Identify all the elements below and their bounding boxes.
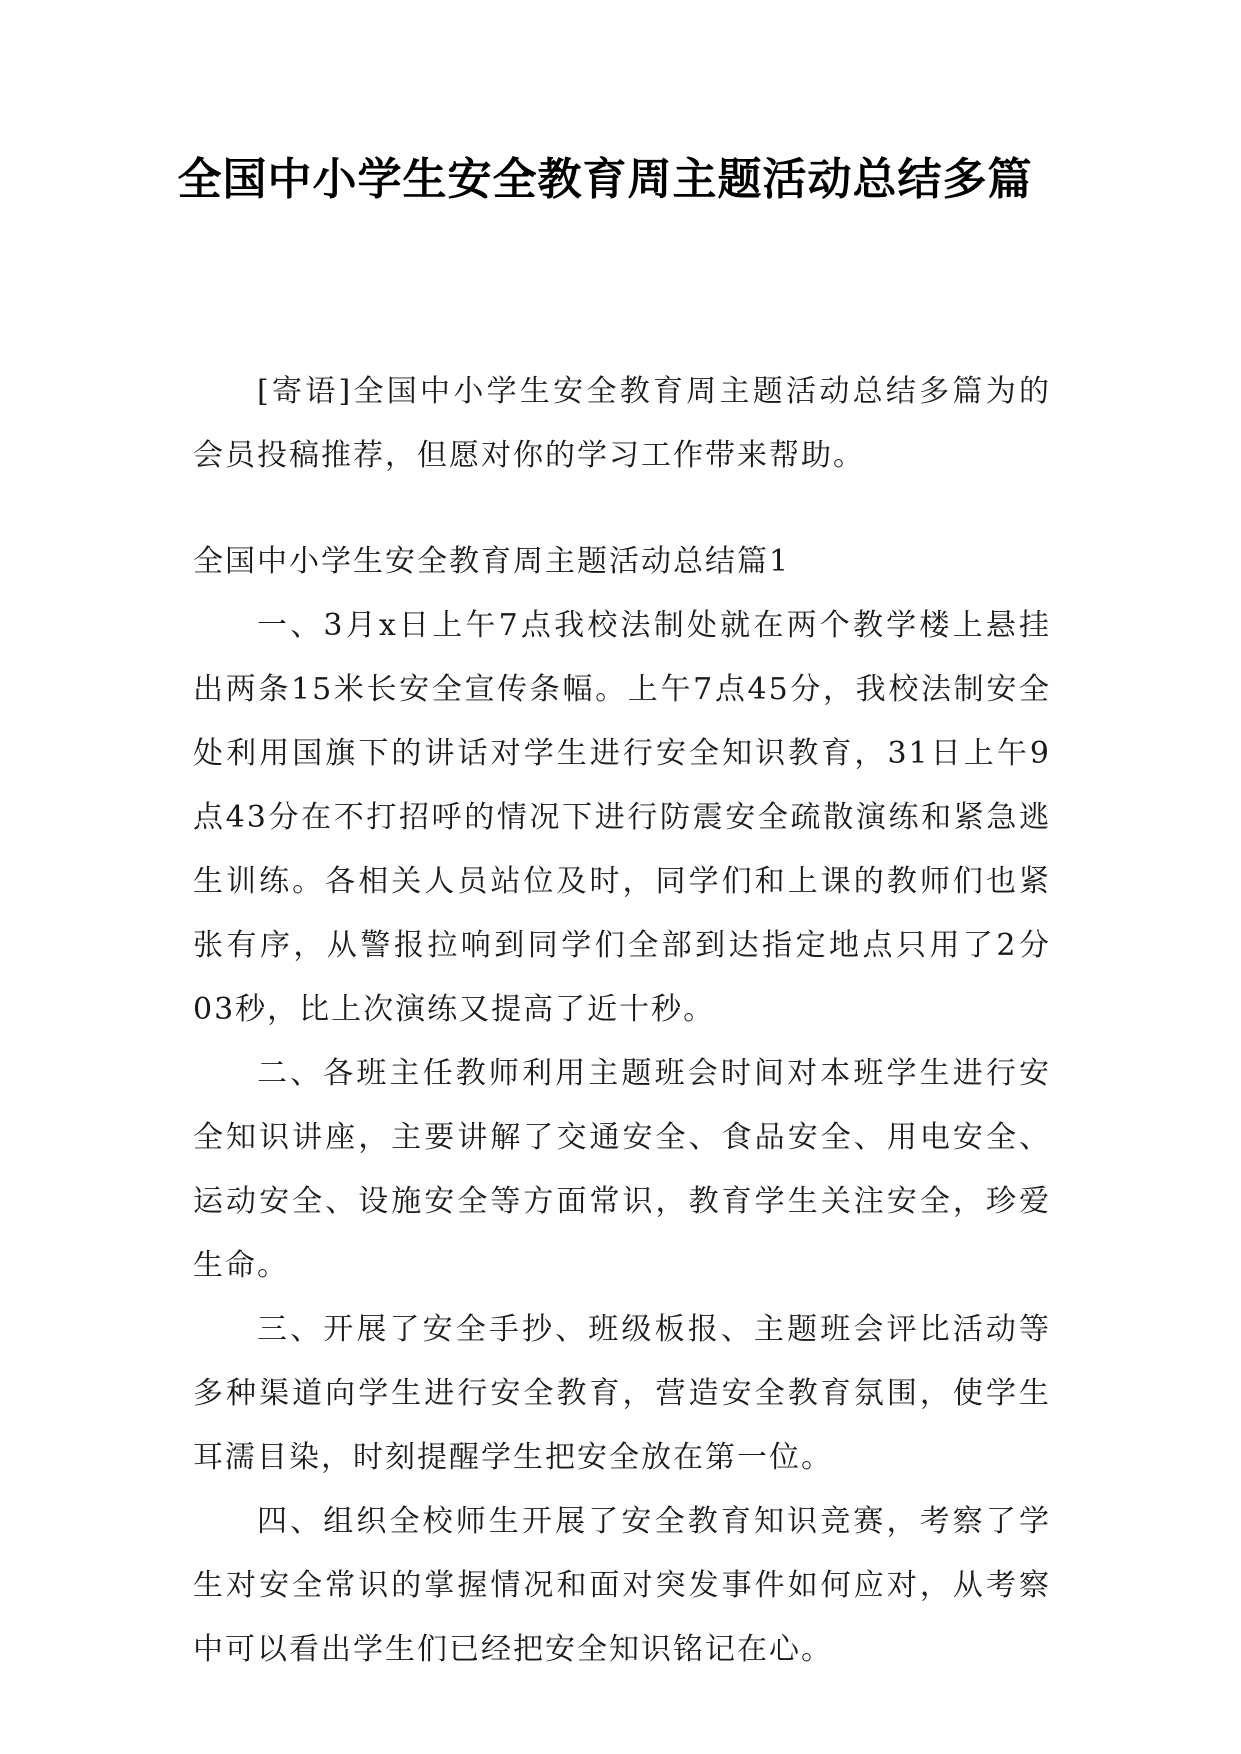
paragraph-2: 二、各班主任教师利用主题班会时间对本班学生进行安全知识讲座，主要讲解了交通安全、食品安全、用电安全、运动安全、设施安全等方面常识，教育学生关注安全，珍爱生命。 [193,1056,1051,1283]
intro-paragraph: [寄语]全国中小学生安全教育周主题活动总结多篇为的会员投稿推荐，但愿对你的学习工作带来帮助。 [193,374,1051,473]
paragraph-3: 三、开展了安全手抄、班级板报、主题班会评比活动等多种渠道向学生进行安全教育，营造安全教育氛围，使学生耳濡目染，时刻提醒学生把安全放在第一位。 [193,1312,1051,1475]
paragraph-4: 四、组织全校师生开展了安全教育知识竞赛，考察了学生对安全常识的掌握情况和面对突发事件如何应对，从考察中可以看出学生们已经把安全知识铭记在心。 [193,1504,1051,1667]
paragraph-1: 一、3月x日上午7点我校法制处就在两个教学楼上悬挂出两条15米长安全宣传条幅。上午7点45分，我校法制安全处利用国旗下的讲话对学生进行安全知识教育，31日上午9点43分在不打招呼的情况下进行防震安全疏散演练和紧急逃生训练。各相关人员站位及时，同学们和上课的教师们也紧张有序，从警报拉响到同学们全部到达指定地点只用了2分03秒，比上次演练又提高了近十秒。 [193,608,1051,1027]
document-title: 全国中小学生安全教育周主题活动总结多篇 [177,154,1033,205]
section-heading: 全国中小学生安全教育周主题活动总结篇1 [193,544,791,579]
